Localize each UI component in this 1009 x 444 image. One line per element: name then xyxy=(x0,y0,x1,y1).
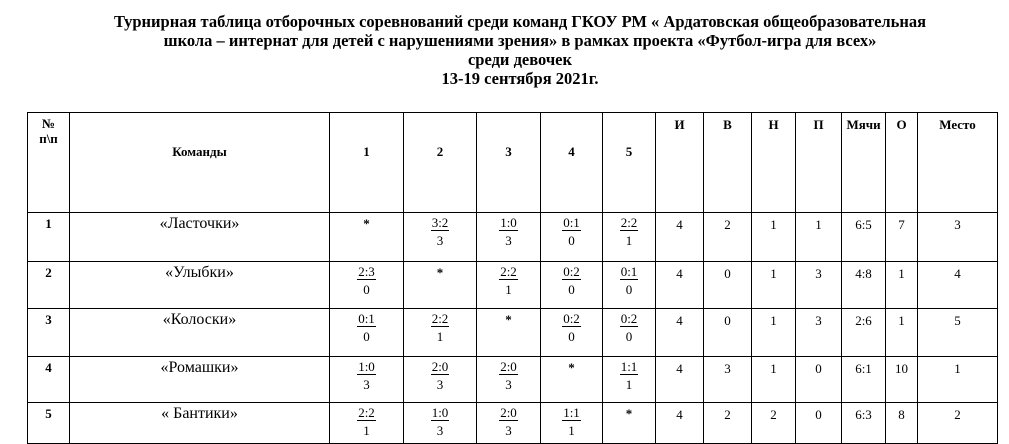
games-played: 4 xyxy=(656,309,704,357)
match-points: 1 xyxy=(363,423,370,438)
self-match-marker: * xyxy=(505,312,512,327)
match-points: 1 xyxy=(505,282,512,297)
tournament-table xyxy=(27,112,998,444)
match-score: 1:1 xyxy=(620,359,638,374)
place: 5 xyxy=(918,309,998,357)
match-cell xyxy=(603,403,656,444)
self-match-marker: * xyxy=(436,265,444,280)
match-cell xyxy=(330,357,404,403)
match-result xyxy=(499,213,518,249)
match-result xyxy=(562,403,581,439)
goals: 6:1 xyxy=(842,357,886,403)
table-row xyxy=(28,309,998,357)
header-place: Место xyxy=(918,113,998,213)
match-score: 2:0 xyxy=(431,359,449,374)
self-match-marker: * xyxy=(568,360,575,375)
match-score: 1:0 xyxy=(431,405,449,420)
match-score: 2:0 xyxy=(500,359,517,374)
match-points: 0 xyxy=(568,329,575,344)
match-score: 1:0 xyxy=(358,359,375,374)
losses: 0 xyxy=(796,403,842,444)
header-col-3: 3 xyxy=(477,113,541,213)
match-result xyxy=(357,357,376,393)
match-cell xyxy=(603,262,656,309)
match-score: 0:1 xyxy=(358,311,375,326)
match-points: 0 xyxy=(625,282,633,297)
match-points: 3 xyxy=(436,423,444,438)
match-result xyxy=(357,403,376,439)
match-result xyxy=(620,262,639,298)
points: 1 xyxy=(886,262,918,309)
draws: 1 xyxy=(752,309,796,357)
match-score: 2:0 xyxy=(500,405,517,420)
title-line-4: 13-19 сентября 2021г. xyxy=(441,69,599,88)
games-played: 4 xyxy=(656,403,704,444)
header-games: И xyxy=(656,113,704,213)
match-points: 0 xyxy=(363,282,370,297)
match-result xyxy=(620,357,639,393)
match-cell xyxy=(541,213,603,262)
header-col-2: 2 xyxy=(404,113,477,213)
draws: 1 xyxy=(752,213,796,262)
match-result xyxy=(499,403,518,439)
match-cell xyxy=(477,262,541,309)
place: 3 xyxy=(918,213,998,262)
match-result xyxy=(431,357,450,393)
match-cell xyxy=(541,309,603,357)
header-draws: Н xyxy=(752,113,796,213)
losses: 3 xyxy=(796,309,842,357)
match-score: 2:2 xyxy=(358,405,375,420)
match-points: 3 xyxy=(505,233,512,248)
draws: 1 xyxy=(752,357,796,403)
match-points: 1 xyxy=(625,377,633,392)
match-result xyxy=(431,309,450,345)
match-cell xyxy=(404,213,477,262)
header-points: О xyxy=(886,113,918,213)
match-points: 1 xyxy=(568,423,575,438)
games-played: 4 xyxy=(656,213,704,262)
match-result xyxy=(562,309,581,345)
team-name: «Колоски» xyxy=(70,309,330,357)
row-number: 1 xyxy=(28,213,70,262)
match-score: 0:1 xyxy=(563,215,580,230)
match-points: 0 xyxy=(568,233,575,248)
match-result xyxy=(357,262,376,298)
losses: 1 xyxy=(796,213,842,262)
match-cell xyxy=(477,213,541,262)
goals: 6:3 xyxy=(842,403,886,444)
table-row xyxy=(28,403,998,444)
match-score: 0:2 xyxy=(620,311,638,326)
header-losses: П xyxy=(796,113,842,213)
team-name: «Ласточки» xyxy=(70,213,330,262)
table-row xyxy=(28,262,998,309)
losses: 0 xyxy=(796,357,842,403)
match-points: 0 xyxy=(568,282,575,297)
draws: 2 xyxy=(752,403,796,444)
match-cell xyxy=(603,213,656,262)
match-score: 1:0 xyxy=(500,215,517,230)
games-played: 4 xyxy=(656,262,704,309)
match-result xyxy=(357,309,376,345)
self-match-marker: * xyxy=(363,216,370,231)
match-cell xyxy=(541,403,603,444)
wins: 3 xyxy=(704,357,752,403)
row-number: 5 xyxy=(28,403,70,444)
goals: 6:5 xyxy=(842,213,886,262)
row-number: 3 xyxy=(28,309,70,357)
header-wins: В xyxy=(704,113,752,213)
points: 7 xyxy=(886,213,918,262)
match-points: 0 xyxy=(625,329,633,344)
match-result xyxy=(431,213,450,249)
table-row xyxy=(28,357,998,403)
team-name: « Бантики» xyxy=(70,403,330,444)
header-col-5: 5 xyxy=(603,113,656,213)
header-num-line1: № xyxy=(41,116,56,131)
match-cell xyxy=(404,262,477,309)
match-points: 0 xyxy=(363,329,370,344)
match-points: 3 xyxy=(505,423,512,438)
match-score: 0:2 xyxy=(563,264,580,279)
match-cell xyxy=(404,357,477,403)
match-points: 3 xyxy=(436,233,444,248)
points: 1 xyxy=(886,309,918,357)
title-line-2: школа – интернат для детей с нарушениями зрения» в рамках проекта «Футбол-игра для всех» xyxy=(163,31,877,50)
title-line-3: среди девочек xyxy=(467,50,572,69)
team-name: «Улыбки» xyxy=(70,262,330,309)
place: 1 xyxy=(918,357,998,403)
wins: 0 xyxy=(704,309,752,357)
match-cell xyxy=(330,213,404,262)
match-score: 1:1 xyxy=(563,405,580,420)
match-points: 3 xyxy=(436,377,444,392)
match-cell xyxy=(541,357,603,403)
match-cell xyxy=(404,403,477,444)
match-result xyxy=(620,213,639,249)
match-score: 2:2 xyxy=(620,215,638,230)
match-cell xyxy=(477,403,541,444)
match-points: 3 xyxy=(363,377,370,392)
match-score: 2:3 xyxy=(358,264,375,279)
goals: 2:6 xyxy=(842,309,886,357)
wins: 0 xyxy=(704,262,752,309)
match-cell xyxy=(330,403,404,444)
title-line-1: Турнирная таблица отборочных соревнований среди команд ГКОУ РМ « Ардатовская общеобразовательная xyxy=(113,12,927,31)
match-result xyxy=(431,403,450,439)
match-result xyxy=(499,262,518,298)
header-teams: Команды xyxy=(70,113,330,213)
match-points: 3 xyxy=(505,377,512,392)
wins: 2 xyxy=(704,213,752,262)
header-num xyxy=(28,113,70,213)
draws: 1 xyxy=(752,262,796,309)
match-score: 0:2 xyxy=(563,311,580,326)
games-played: 4 xyxy=(656,357,704,403)
match-points: 1 xyxy=(625,233,633,248)
match-cell xyxy=(330,262,404,309)
match-cell xyxy=(477,309,541,357)
table-row xyxy=(28,213,998,262)
match-score: 2:2 xyxy=(500,264,517,279)
self-match-marker: * xyxy=(625,406,633,421)
header-row xyxy=(28,113,998,213)
match-score: 3:2 xyxy=(431,215,449,230)
header-goals: Мячи xyxy=(842,113,886,213)
goals: 4:8 xyxy=(842,262,886,309)
wins: 2 xyxy=(704,403,752,444)
match-cell xyxy=(603,309,656,357)
match-points: 1 xyxy=(436,329,444,344)
match-result xyxy=(499,357,518,393)
place: 2 xyxy=(918,403,998,444)
match-cell xyxy=(404,309,477,357)
header-col-4: 4 xyxy=(541,113,603,213)
match-result xyxy=(620,309,639,345)
match-cell xyxy=(477,357,541,403)
document-title xyxy=(0,12,1009,88)
header-col-1: 1 xyxy=(330,113,404,213)
place: 4 xyxy=(918,262,998,309)
row-number: 2 xyxy=(28,262,70,309)
row-number: 4 xyxy=(28,357,70,403)
match-score: 2:2 xyxy=(431,311,449,326)
match-cell xyxy=(603,357,656,403)
team-name: «Ромашки» xyxy=(70,357,330,403)
losses: 3 xyxy=(796,262,842,309)
points: 8 xyxy=(886,403,918,444)
match-cell xyxy=(541,262,603,309)
match-score: 0:1 xyxy=(620,264,638,279)
header-num-line2: п\п xyxy=(39,131,58,146)
match-result xyxy=(562,213,581,249)
match-cell xyxy=(330,309,404,357)
points: 10 xyxy=(886,357,918,403)
match-result xyxy=(562,262,581,298)
